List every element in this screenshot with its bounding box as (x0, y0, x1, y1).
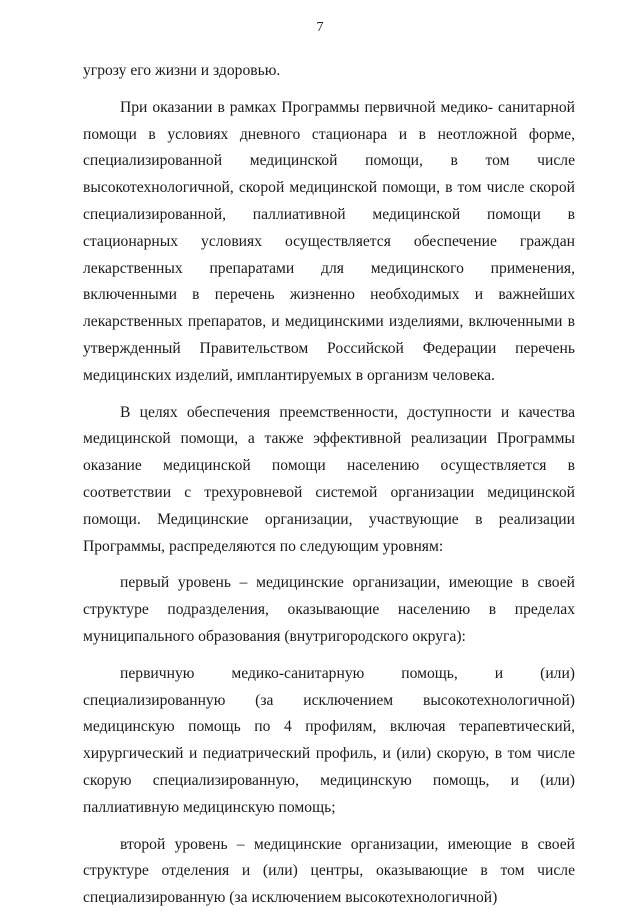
page-number: 7 (316, 20, 324, 35)
paragraph-first-level: первый уровень – медицинские организации, имеющие в своей структуре подразделения, оказывающие населению в пределах муниципального образования (внутригородского округа): (83, 574, 575, 645)
paragraph-continuation: угрозу его жизни и здоровью. (83, 62, 281, 79)
paragraph-second-level: второй уровень – медицинские организации, имеющие в своей структуре отделения и (или) центры, оказывающие в том числе специализированную (за исключением высокотехнологичной) (83, 835, 575, 907)
document-body (83, 58, 575, 912)
paragraph-first-level-services: первичную медико-санитарную помощь, и (или) специализированную (за исключением высокотехнологичной) медицинскую помощь по 4 профилям, включая терапевтический, хирургический и педиатрический профиль, и (или) скорую, в том числе скорую специализированную, медицинскую помощь, и (или) паллиативную медицинскую помощь; (83, 664, 575, 816)
paragraph-medication-provision: При оказании в рамках Программы первичной медико- санитарной помощи в условиях дневного стационара и в неотложной форме, специализированной медицинской помощи, в том числе высокотехнологичной, скорой медицинской помощи, в том числе скорой специализированной, паллиативной медицинской помощи в стационарных условиях осуществляется обеспечение граждан лекарственных препаратами для медицинского применения, включенными в перечень жизненно необходимых и важнейших лекарственных препаратов, и медицинскими изделиями, включенными в утвержденный Правительством Российской Федерации перечень медицинских изделий, имплантируемых в организм человека. (83, 98, 575, 384)
paragraph-three-level-system: В целях обеспечения преемственности, доступности и качества медицинской помощи, а также эффективной реализации Программы оказание медицинской помощи населению осуществляется в соответствии с трехуровневой системой организации медицинской помощи. Медицинские организации, участвующие в реализации Программы, распределяются по следующим уровням: (83, 403, 575, 555)
